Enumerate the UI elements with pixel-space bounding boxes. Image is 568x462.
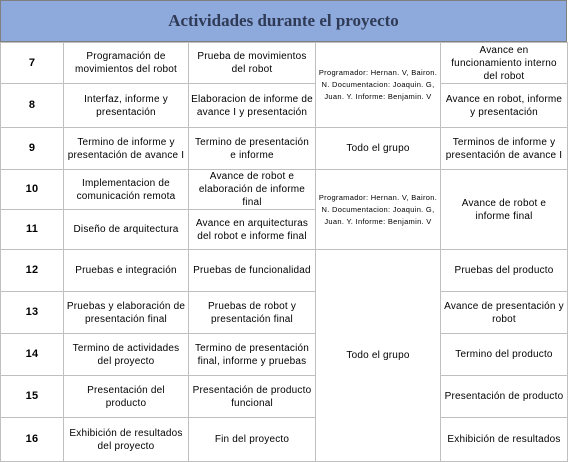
- progress-cell: Terminos de informe y presentación de avance I: [441, 128, 568, 170]
- row-number: 11: [1, 210, 64, 250]
- product-cell: Pruebas de robot y presentación final: [189, 292, 316, 334]
- progress-cell: Avance de robot e informe final: [441, 170, 568, 250]
- table-row: [1, 43, 568, 84]
- responsible-cell: Programador: Hernan. V, Bairon. N. Documentacion: Joaquin. G, Juan. Y. Informe: Benjamin. V: [316, 43, 441, 128]
- product-cell: Fin del proyecto: [189, 418, 316, 462]
- activity-cell: Exhibición de resultados del proyecto: [64, 418, 189, 462]
- activity-cell: Implementacion de comunicación remota: [64, 170, 189, 210]
- row-number: 12: [1, 250, 64, 292]
- activity-cell: Pruebas e integración: [64, 250, 189, 292]
- progress-cell: Avance en robot, informe y presentación: [441, 84, 568, 128]
- table-row: [1, 170, 568, 210]
- product-cell: Termino de presentación final, informe y pruebas: [189, 334, 316, 376]
- table-row: [1, 418, 568, 462]
- progress-cell: Pruebas del producto: [441, 250, 568, 292]
- product-cell: Presentación de producto funcional: [189, 376, 316, 418]
- progress-cell: Avance en funcionamiento interno del robot: [441, 43, 568, 84]
- activities-table: [0, 42, 568, 462]
- activity-cell: Termino de actividades del proyecto: [64, 334, 189, 376]
- table-row: [1, 334, 568, 376]
- product-cell: Avance en arquitecturas del robot e informe final: [189, 210, 316, 250]
- product-cell: Avance de robot e elaboración de informe final: [189, 170, 316, 210]
- progress-cell: Avance de presentación y robot: [441, 292, 568, 334]
- activity-cell: Programación de movimientos del robot: [64, 43, 189, 84]
- row-number: 13: [1, 292, 64, 334]
- activity-cell: Pruebas y elaboración de presentación final: [64, 292, 189, 334]
- responsible-cell: Programador: Hernan. V, Bairon. N. Documentacion: Joaquin. G, Juan. Y. Informe: Benjamin. V: [316, 170, 441, 250]
- progress-cell: Exhibición de resultados: [441, 418, 568, 462]
- table-row: [1, 376, 568, 418]
- progress-cell: Presentación de producto: [441, 376, 568, 418]
- row-number: 9: [1, 128, 64, 170]
- product-cell: Termino de presentación e informe: [189, 128, 316, 170]
- activity-cell: Diseño de arquitectura: [64, 210, 189, 250]
- activity-cell: Interfaz, informe y presentación: [64, 84, 189, 128]
- row-number: 7: [1, 43, 64, 84]
- table-row: [1, 84, 568, 128]
- row-number: 8: [1, 84, 64, 128]
- responsible-cell: Todo el grupo: [316, 128, 441, 170]
- activity-cell: Termino de informe y presentación de avance I: [64, 128, 189, 170]
- progress-cell: Termino del producto: [441, 334, 568, 376]
- row-number: 14: [1, 334, 64, 376]
- activity-cell: Presentación del producto: [64, 376, 189, 418]
- product-cell: Pruebas de funcionalidad: [189, 250, 316, 292]
- row-number: 16: [1, 418, 64, 462]
- sheet-title: Actividades durante el proyecto: [0, 0, 567, 42]
- row-number: 10: [1, 170, 64, 210]
- responsible-cell: Todo el grupo: [316, 250, 441, 462]
- table-row: [1, 250, 568, 292]
- table-row: [1, 128, 568, 170]
- product-cell: Elaboracion de informe de avance I y presentación: [189, 84, 316, 128]
- table-row: [1, 292, 568, 334]
- row-number: 15: [1, 376, 64, 418]
- product-cell: Prueba de movimientos del robot: [189, 43, 316, 84]
